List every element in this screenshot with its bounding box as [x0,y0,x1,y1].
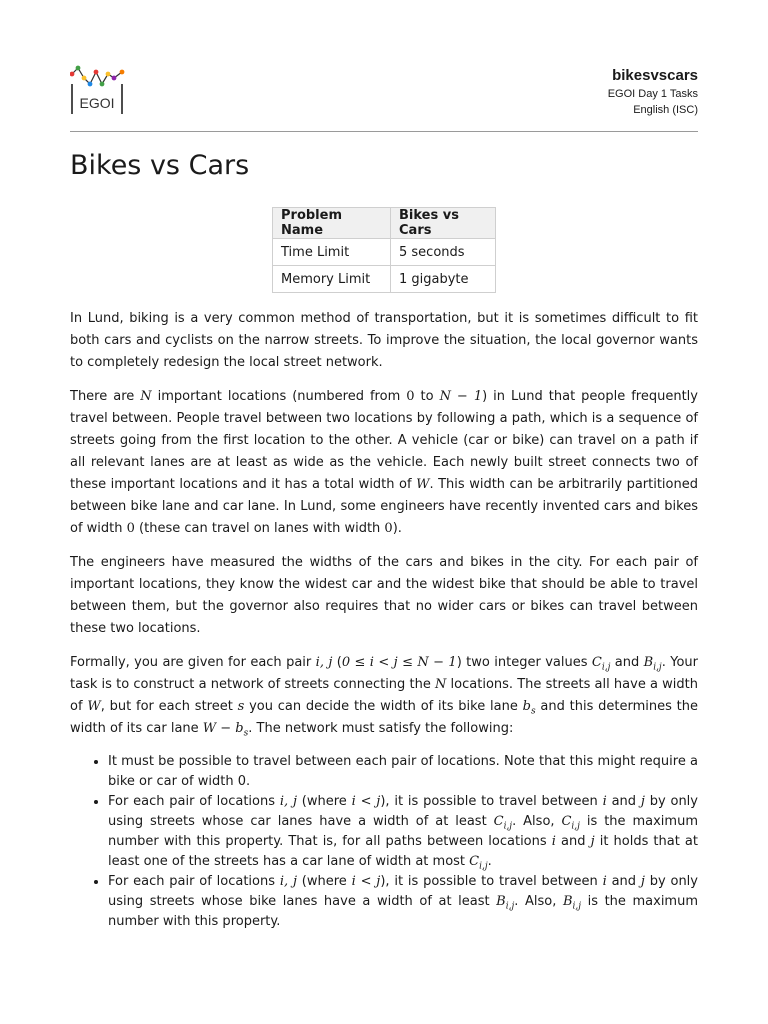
math-C: C [469,854,480,869]
page-header [70,0,698,132]
math-i: i [602,794,607,809]
math-W-minus-b: W − b [202,721,244,736]
math-i: i [551,834,556,849]
math-zero: 0 [406,389,415,404]
task-id: bikesvscars [612,67,698,84]
table-cell: 1 gigabyte [391,266,496,293]
math-s: s [237,699,245,714]
table-cell: 5 seconds [391,239,496,266]
math-i-lt-j: i < j [351,794,381,809]
math-C: C [591,655,602,670]
table-header-cell: Problem Name [273,208,391,239]
math-W: W [87,699,101,714]
math-B: B [496,894,506,909]
table-header-row [273,208,496,239]
page-title: Bikes vs Cars [70,150,250,181]
math-j: j [640,874,645,889]
math-B: B [562,894,573,909]
egoi-logo-icon [70,64,126,118]
problem-meta-table [272,207,496,293]
contest-label: EGOI Day 1 Tasks [607,88,698,100]
math-N-minus-1: N − 1 [439,389,483,404]
math-zero: 0 [126,521,135,536]
math-N: N [435,677,447,692]
math-zero: 0 [384,521,393,536]
table-row [273,239,496,266]
requirements-list [70,752,698,932]
table-row [273,266,496,293]
math-b: b [522,699,531,714]
header-info [608,66,698,118]
math-W: W [416,477,430,492]
list-item: • It must be possible to travel between each pair of locations. Note that this might require a bike or car of width 0. [108,752,698,792]
paragraph-measurements: The engineers have measured the widths of the cars and bikes in the city. For each pair of important locations, they know the widest car and the widest bike that should be able to travel between them, but the governor also requires that no wider cars or bikes can travel between these two locations. [70,555,698,636]
math-j: j [640,794,645,809]
math-j: j [590,834,595,849]
table-header-cell: Bikes vs Cars [391,208,496,239]
math-N: N [140,389,152,404]
math-ij: i, j [279,794,297,809]
math-i: i [602,874,607,889]
math-i-lt-j: i < j [351,874,381,889]
page [70,0,698,929]
paragraph-formal: Formally, you are given for each pair i, j (0 ≤ i < j ≤ N − 1) two integer values $C_{i,j}$ and $B_{i,j}$. Your task is to construct a network of streets connecting the N locations. The streets all have a width of W, but for each street s you can decide the width of its bike lane $b_s$ and this determines the width of its car lane $W - b_s$. The network must satisfy the following: [70,655,698,739]
list-item: • For each pair of locations i, j (where i < j), it is possible to travel between i and j by only using streets whose bike lanes have a width of at least $B_{i,j}$. Also, $B_{i,j}$ is the maximum number with this property. [108,872,698,932]
paragraph-locations: There are N important locations (numbered from 0 to N − 1) in Lund that people frequently travel between. People travel between two locations by following a path, which is a sequence of streets going from the first location to the other. A vehicle (car or bike) can travel on a path if all relevant lanes are at least as wide as the vehicle. Each newly built street connects two of these important locations and it has a total width of W. This width can be arbitrarily partitioned between bike lane and car lane. In Lund, some engineers have recently invented cars and bikes of width 0 (these can travel on lanes with width 0). [70,389,698,536]
table-cell: Time Limit [273,239,391,266]
statement-body [70,308,698,932]
table-cell: Memory Limit [273,266,391,293]
math-ij: i, j [279,874,297,889]
paragraph-intro: In Lund, biking is a very common method of transportation, but it is sometimes difficult to fit both cars and cyclists on the narrow streets. To improve the situation, the local governor wants to completely redesign the local street network. [70,311,698,370]
math-ij: i, j [315,655,333,670]
math-B: B [643,655,654,670]
egoi-logo [70,64,126,118]
math-inequality: 0 ≤ i < j ≤ N − 1 [341,655,457,670]
math-C: C [493,814,504,829]
language-label: English (ISC) [633,104,698,116]
list-item: • For each pair of locations i, j (where i < j), it is possible to travel between i and j by only using streets whose car lanes have a width of at least $C_{i,j}$. Also, $C_{i,j}$ is the maximum number with this property. That is, for all paths between locations i and j it holds that at least one of the streets has a car lane of width at most $C_{i,j}$. [108,792,698,872]
math-C: C [561,814,572,829]
svg-text:EGOI: EGOI [79,95,115,111]
